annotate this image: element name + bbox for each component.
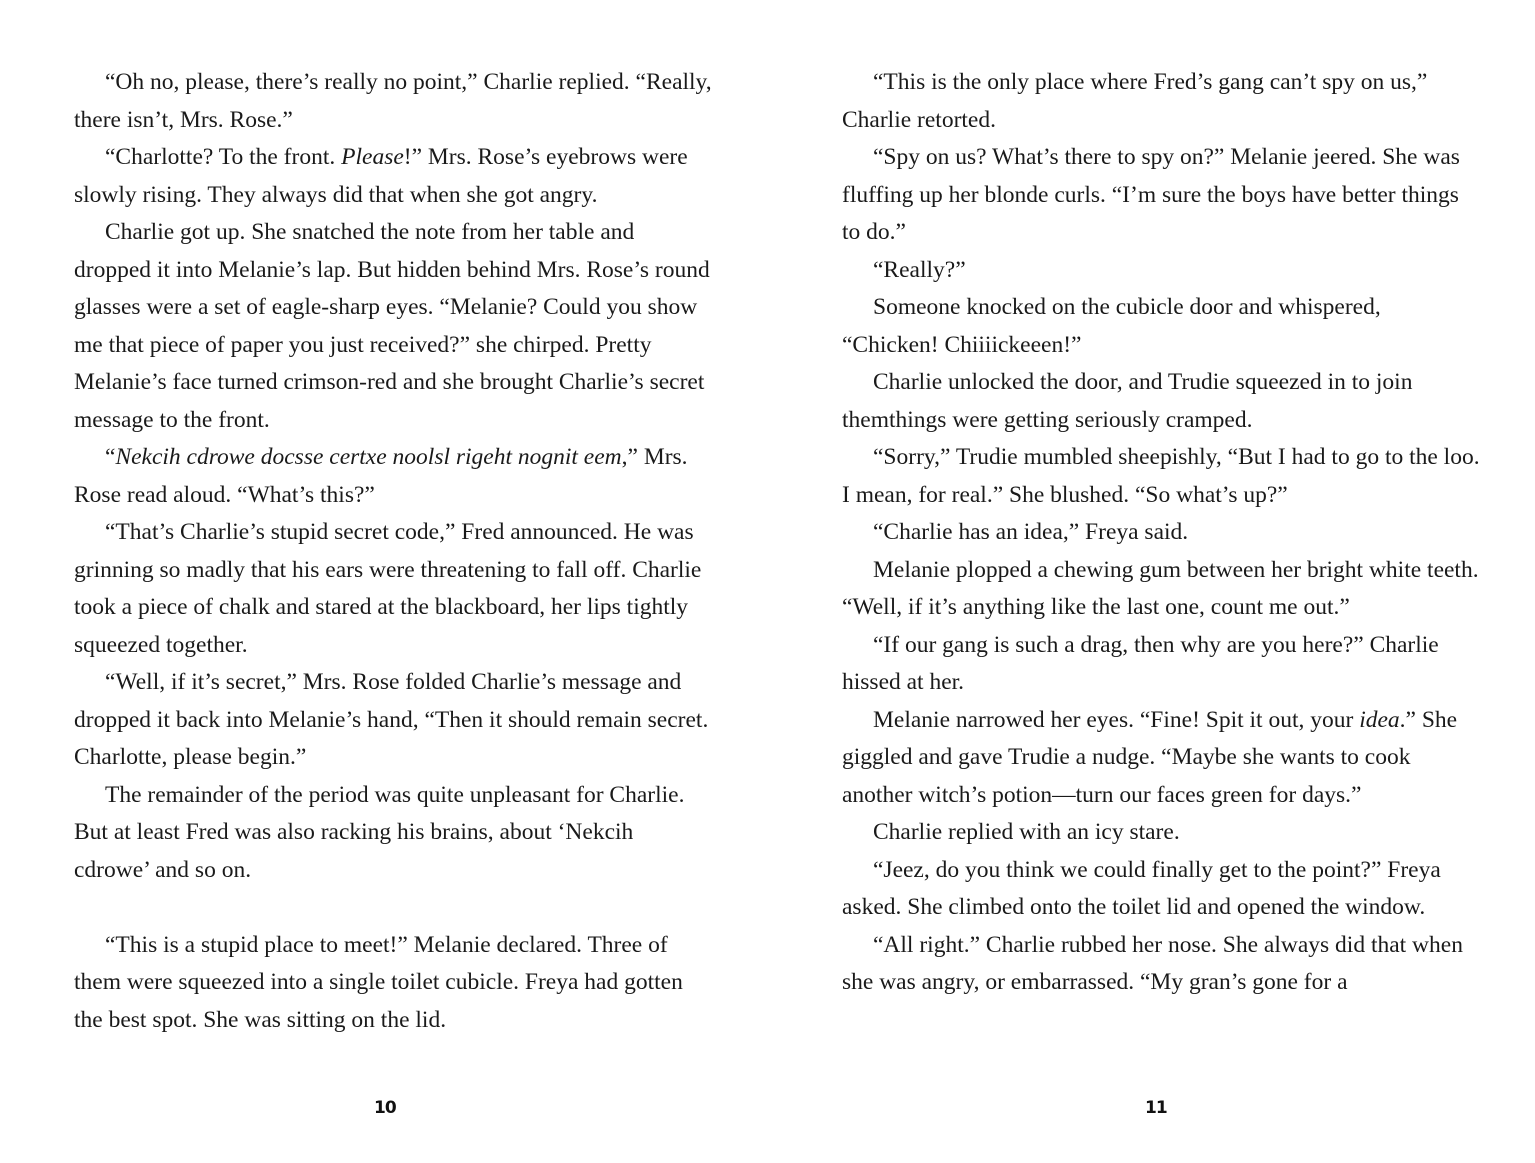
paragraph: Charlie replied with an icy stare. [873, 819, 1180, 845]
right-page-text [842, 64, 1482, 1002]
paragraph: “Jeez, do you think we could finally get to the point?” Freya asked. She climbed onto the toilet lid and opened the window. [842, 856, 1441, 920]
paragraph: Melanie narrowed her eyes. “Fine! Spit it out, your idea.” She giggled and gave Trudie a nudge. “Maybe she wants to cook another witch’s potion—turn our faces green for days.” [842, 706, 1458, 808]
left-page [74, 64, 714, 1124]
paragraph: Someone knocked on the cubicle door and whispered, “Chicken! Chiiiickeeen!” [842, 294, 1381, 358]
paragraph: “Spy on us? What’s there to spy on?” Melanie jeered. She was fluffing up her blonde curls. “I’m sure the boys have better things to do.” [842, 144, 1460, 245]
paragraph: “Oh no, please, there’s really no point,” Charlie replied. “Really, there isn’t, Mrs. Rose.” [74, 69, 712, 133]
right-page [842, 64, 1482, 1124]
paragraph: “If our gang is such a drag, then why are you here?” Charlie hissed at her. [842, 631, 1439, 695]
paragraph: Charlie unlocked the door, and Trudie squeezed in to join themthings were getting seriously cramped. [842, 369, 1413, 433]
page-number-left: 10 [374, 1098, 396, 1118]
paragraph: The remainder of the period was quite unpleasant for Charlie. But at least Fred was also racking his brains, about ‘Nekcih cdrowe’ and so on. [74, 781, 685, 883]
emphasis-text: Please [341, 144, 404, 170]
paragraph: “Charlotte? To the front. Please!” Mrs. Rose’s eyebrows were slowly rising. They always did that when she got angry. [74, 144, 688, 208]
page-number-right: 11 [1145, 1098, 1167, 1118]
paragraph: “This is a stupid place to meet!” Melanie declared. Three of them were squeezed into a single toilet cubicle. Freya had gotten the best spot. She was sitting on the lid. [74, 931, 683, 1033]
left-page-text [74, 64, 714, 1039]
paragraph: “This is the only place where Fred’s gang can’t spy on us,” Charlie retorted. [842, 69, 1428, 133]
paragraph: “That’s Charlie’s stupid secret code,” Fred announced. He was grinning so madly that his ears were threatening to fall off. Charlie took a piece of chalk and stared at the blackboard, her lips tightly squeezed together. [74, 519, 702, 658]
paragraph: Charlie got up. She snatched the note from her table and dropped it into Melanie’s lap. But hidden behind Mrs. Rose’s round glasses were a set of eagle-sharp eyes. “Melanie? Could you show me that piece of paper you just received?” she chirped. Pretty Melanie’s face turned crimson-red and she brought Charlie’s secret message to the front. [74, 219, 710, 433]
paragraph: “Nekcih cdrowe docsse certxe noolsl rigeht nognit eem,” Mrs. Rose read aloud. “What’s this?” [74, 444, 688, 508]
paragraph: “Sorry,” Trudie mumbled sheepishly, “But I had to go to the loo. I mean, for real.” She blushed. “So what’s up?” [842, 444, 1480, 508]
paragraph: “Really?” [873, 256, 966, 283]
paragraph: Melanie plopped a chewing gum between her bright white teeth. “Well, if it’s anything like the last one, count me out.” [842, 556, 1479, 620]
paragraph: “Well, if it’s secret,” Mrs. Rose folded Charlie’s message and dropped it back into Melanie’s hand, “Then it should remain secret. Charlotte, please begin.” [74, 669, 709, 770]
emphasis-text: idea [1359, 706, 1400, 733]
paragraph: “Charlie has an idea,” Freya said. [873, 519, 1189, 545]
secret-code-text: Nekcih cdrowe docsse certxe noolsl rigeht nognit eem [115, 444, 622, 470]
paragraph: “All right.” Charlie rubbed her nose. She always did that when she was angry, or embarrassed. “My gran’s gone for a [842, 931, 1463, 995]
